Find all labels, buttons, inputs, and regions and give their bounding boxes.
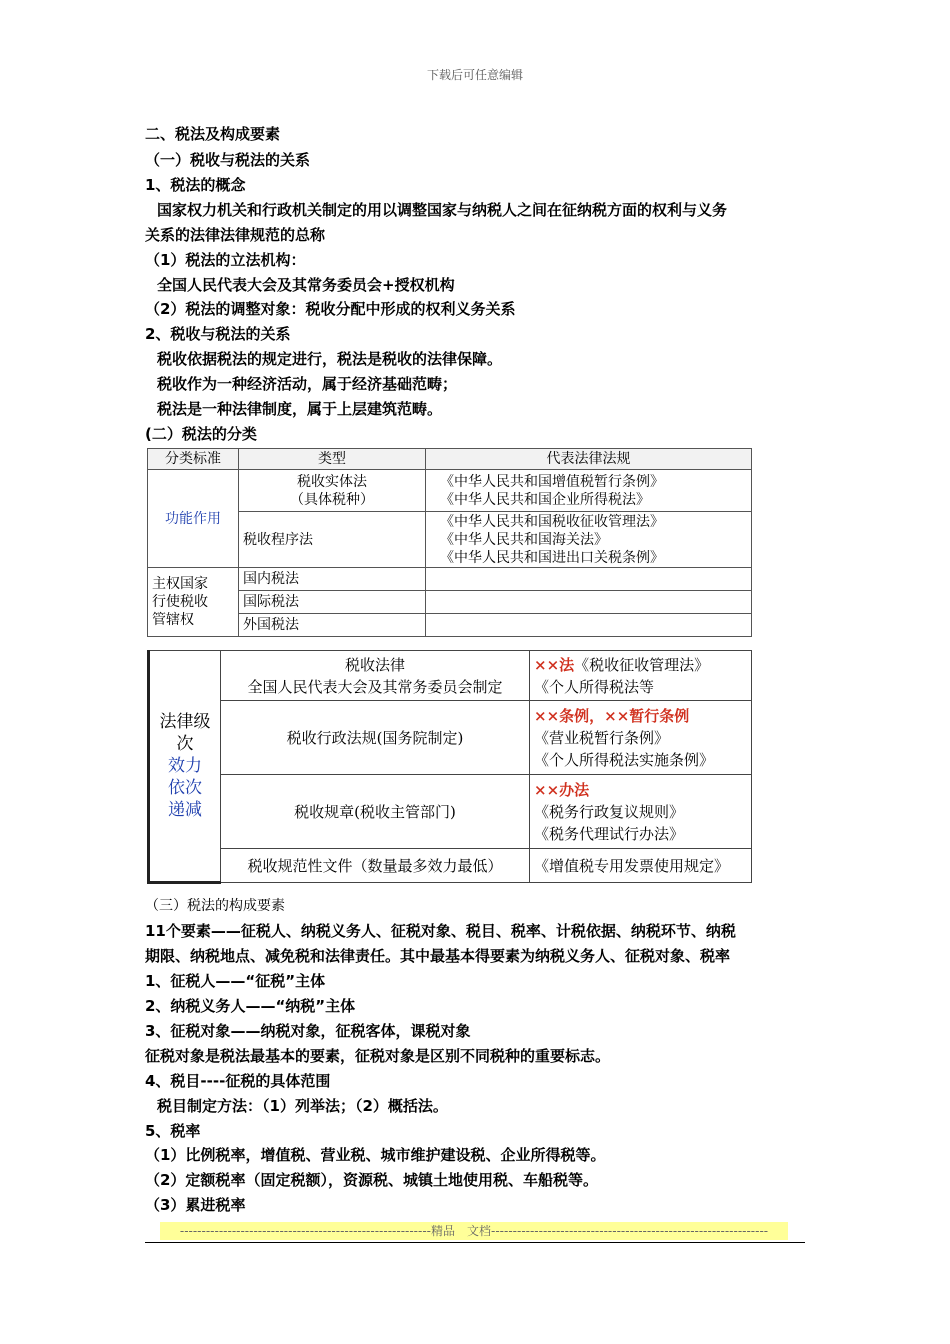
paragraph: 国家权力机关和行政机关制定的用以调整国家与纳税人之间在征纳税方面的权利与义务 (157, 201, 728, 219)
level-cell (221, 651, 530, 701)
laws-cell (426, 614, 752, 637)
law-name: 《个人所得税法等 (534, 677, 655, 696)
laws-cell (426, 512, 752, 568)
item-heading: 1、税法的概念 (145, 176, 246, 194)
tax-law-classification-table (147, 448, 752, 637)
subsection-title: （一）税收与税法的关系 (145, 151, 311, 169)
subsection-title: (二）税法的分类 (145, 425, 257, 443)
item-heading: （1）税法的立法机构： (145, 251, 306, 269)
table-header: 代表法律法规 (426, 449, 752, 470)
category-cell (148, 568, 239, 637)
item-heading: （2）税法的调整对象：税收分配中形成的权利义务关系 (145, 300, 516, 318)
item-heading: 2、税收与税法的关系 (145, 325, 291, 343)
category-line: 主权国家 (152, 576, 208, 592)
type-cell: 外国税法 (239, 614, 426, 637)
footer-rule (145, 1242, 805, 1243)
category-cell: 功能作用 (148, 470, 239, 568)
level-cell: 税收规章(税收主管部门) (221, 775, 530, 849)
paragraph: （1）比例税率，增值税、营业税、城市维护建设税、企业所得税等。 (145, 1146, 606, 1164)
item-heading: 1、征税人——“征税”主体 (145, 972, 326, 990)
item-heading: 2、纳税义务人——“纳税”主体 (145, 997, 356, 1015)
page-footer: ----------------------------------------------------------精品 文档---------------------------------------------------------------- (160, 1222, 788, 1240)
legal-hierarchy-table (147, 650, 752, 884)
type-cell: 国际税法 (239, 591, 426, 614)
level-line: 税收法律 (344, 655, 405, 674)
laws-cell (426, 591, 752, 614)
level-cell: 税收规范性文件（数量最多效力最低） (221, 849, 530, 883)
paragraph: （3）累进税率 (145, 1196, 246, 1214)
examples-cell (530, 701, 752, 775)
section-title: 二、税法及构成要素 (145, 125, 281, 143)
law-name: 《税务行政复议规则》 (534, 802, 685, 821)
type-cell: 税收程序法 (239, 512, 426, 568)
law-name: 《税收征收管理法》 (574, 655, 710, 674)
hierarchy-line: 依次 (168, 778, 202, 798)
subsection-title: （三）税法的构成要素 (145, 898, 285, 914)
paragraph: 11个要素——征税人、纳税义务人、征税对象、税目、税率、计税依据、纳税环节、纳税 (145, 922, 736, 940)
paragraph: （2）定额税率（固定税额），资源税、城镇土地使用税、车船税等。 (145, 1171, 598, 1189)
law-line: 《中华人民共和国海关法》 (440, 531, 608, 548)
paragraph: 征税对象是税法最基本的要素，征税对象是区别不同税种的重要标志。 (145, 1047, 611, 1065)
type-line: （具体税种） (290, 491, 374, 508)
item-heading: 5、税率 (145, 1122, 201, 1140)
law-line: 《中华人民共和国进出口关税条例》 (440, 549, 664, 566)
table-header: 类型 (239, 449, 426, 470)
page-header: 下载后可任意编辑 (426, 68, 523, 82)
laws-cell (426, 568, 752, 591)
hierarchy-label-cell (149, 651, 221, 883)
paragraph: 关系的法律法律规范的总称 (145, 226, 326, 244)
laws-cell (426, 470, 752, 512)
paragraph: 税目制定方法：（1）列举法；（2）概括法。 (157, 1097, 448, 1115)
examples-cell (530, 775, 752, 849)
paragraph: 税收依据税法的规定进行，税法是税收的法律保障。 (157, 350, 503, 368)
naming-rule: ××办法 (534, 780, 590, 799)
paragraph: 全国人民代表大会及其常务委员会+授权机构 (157, 276, 455, 294)
hierarchy-line: 效力 (168, 756, 202, 776)
naming-rule: ××法 (534, 655, 575, 674)
hierarchy-line: 法律级 (159, 712, 211, 732)
paragraph: 期限、纳税地点、减免税和法律责任。其中最基本得要素为纳税义务人、征税对象、税率 (145, 947, 731, 965)
item-heading: 3、征税对象——纳税对象，征税客体，课税对象 (145, 1022, 471, 1040)
law-line: 《中华人民共和国企业所得税法》 (440, 491, 650, 508)
law-name: 《个人所得税法实施条例》 (534, 750, 715, 769)
type-cell (239, 470, 426, 512)
paragraph: 税收作为一种经济活动，属于经济基础范畴； (157, 375, 458, 393)
examples-cell (530, 651, 752, 701)
law-name: 《营业税暂行条例》 (534, 728, 670, 747)
law-name: 《增值税专用发票使用规定》 (534, 856, 730, 875)
hierarchy-line: 递减 (168, 800, 202, 820)
law-line: 《中华人民共和国增值税暂行条例》 (440, 473, 664, 490)
level-cell: 税收行政法规(国务院制定) (221, 701, 530, 775)
paragraph: 税法是一种法律制度，属于上层建筑范畴。 (157, 400, 443, 418)
category-line: 管辖权 (152, 612, 194, 628)
category-line: 行使税收 (152, 594, 208, 610)
examples-cell (530, 849, 752, 883)
type-cell: 国内税法 (239, 568, 426, 591)
type-line: 税收实体法 (297, 473, 367, 490)
law-line: 《中华人民共和国税收征收管理法》 (440, 513, 664, 530)
law-name: 《税务代理试行办法》 (534, 824, 685, 843)
level-line: 全国人民代表大会及其常务委员会制定 (247, 677, 503, 696)
table-header: 分类标准 (148, 449, 239, 470)
hierarchy-line: 次 (176, 734, 194, 754)
item-heading: 4、税目----征税的具体范围 (145, 1072, 331, 1090)
naming-rule: ××条例，××暂行条例 (534, 706, 690, 725)
